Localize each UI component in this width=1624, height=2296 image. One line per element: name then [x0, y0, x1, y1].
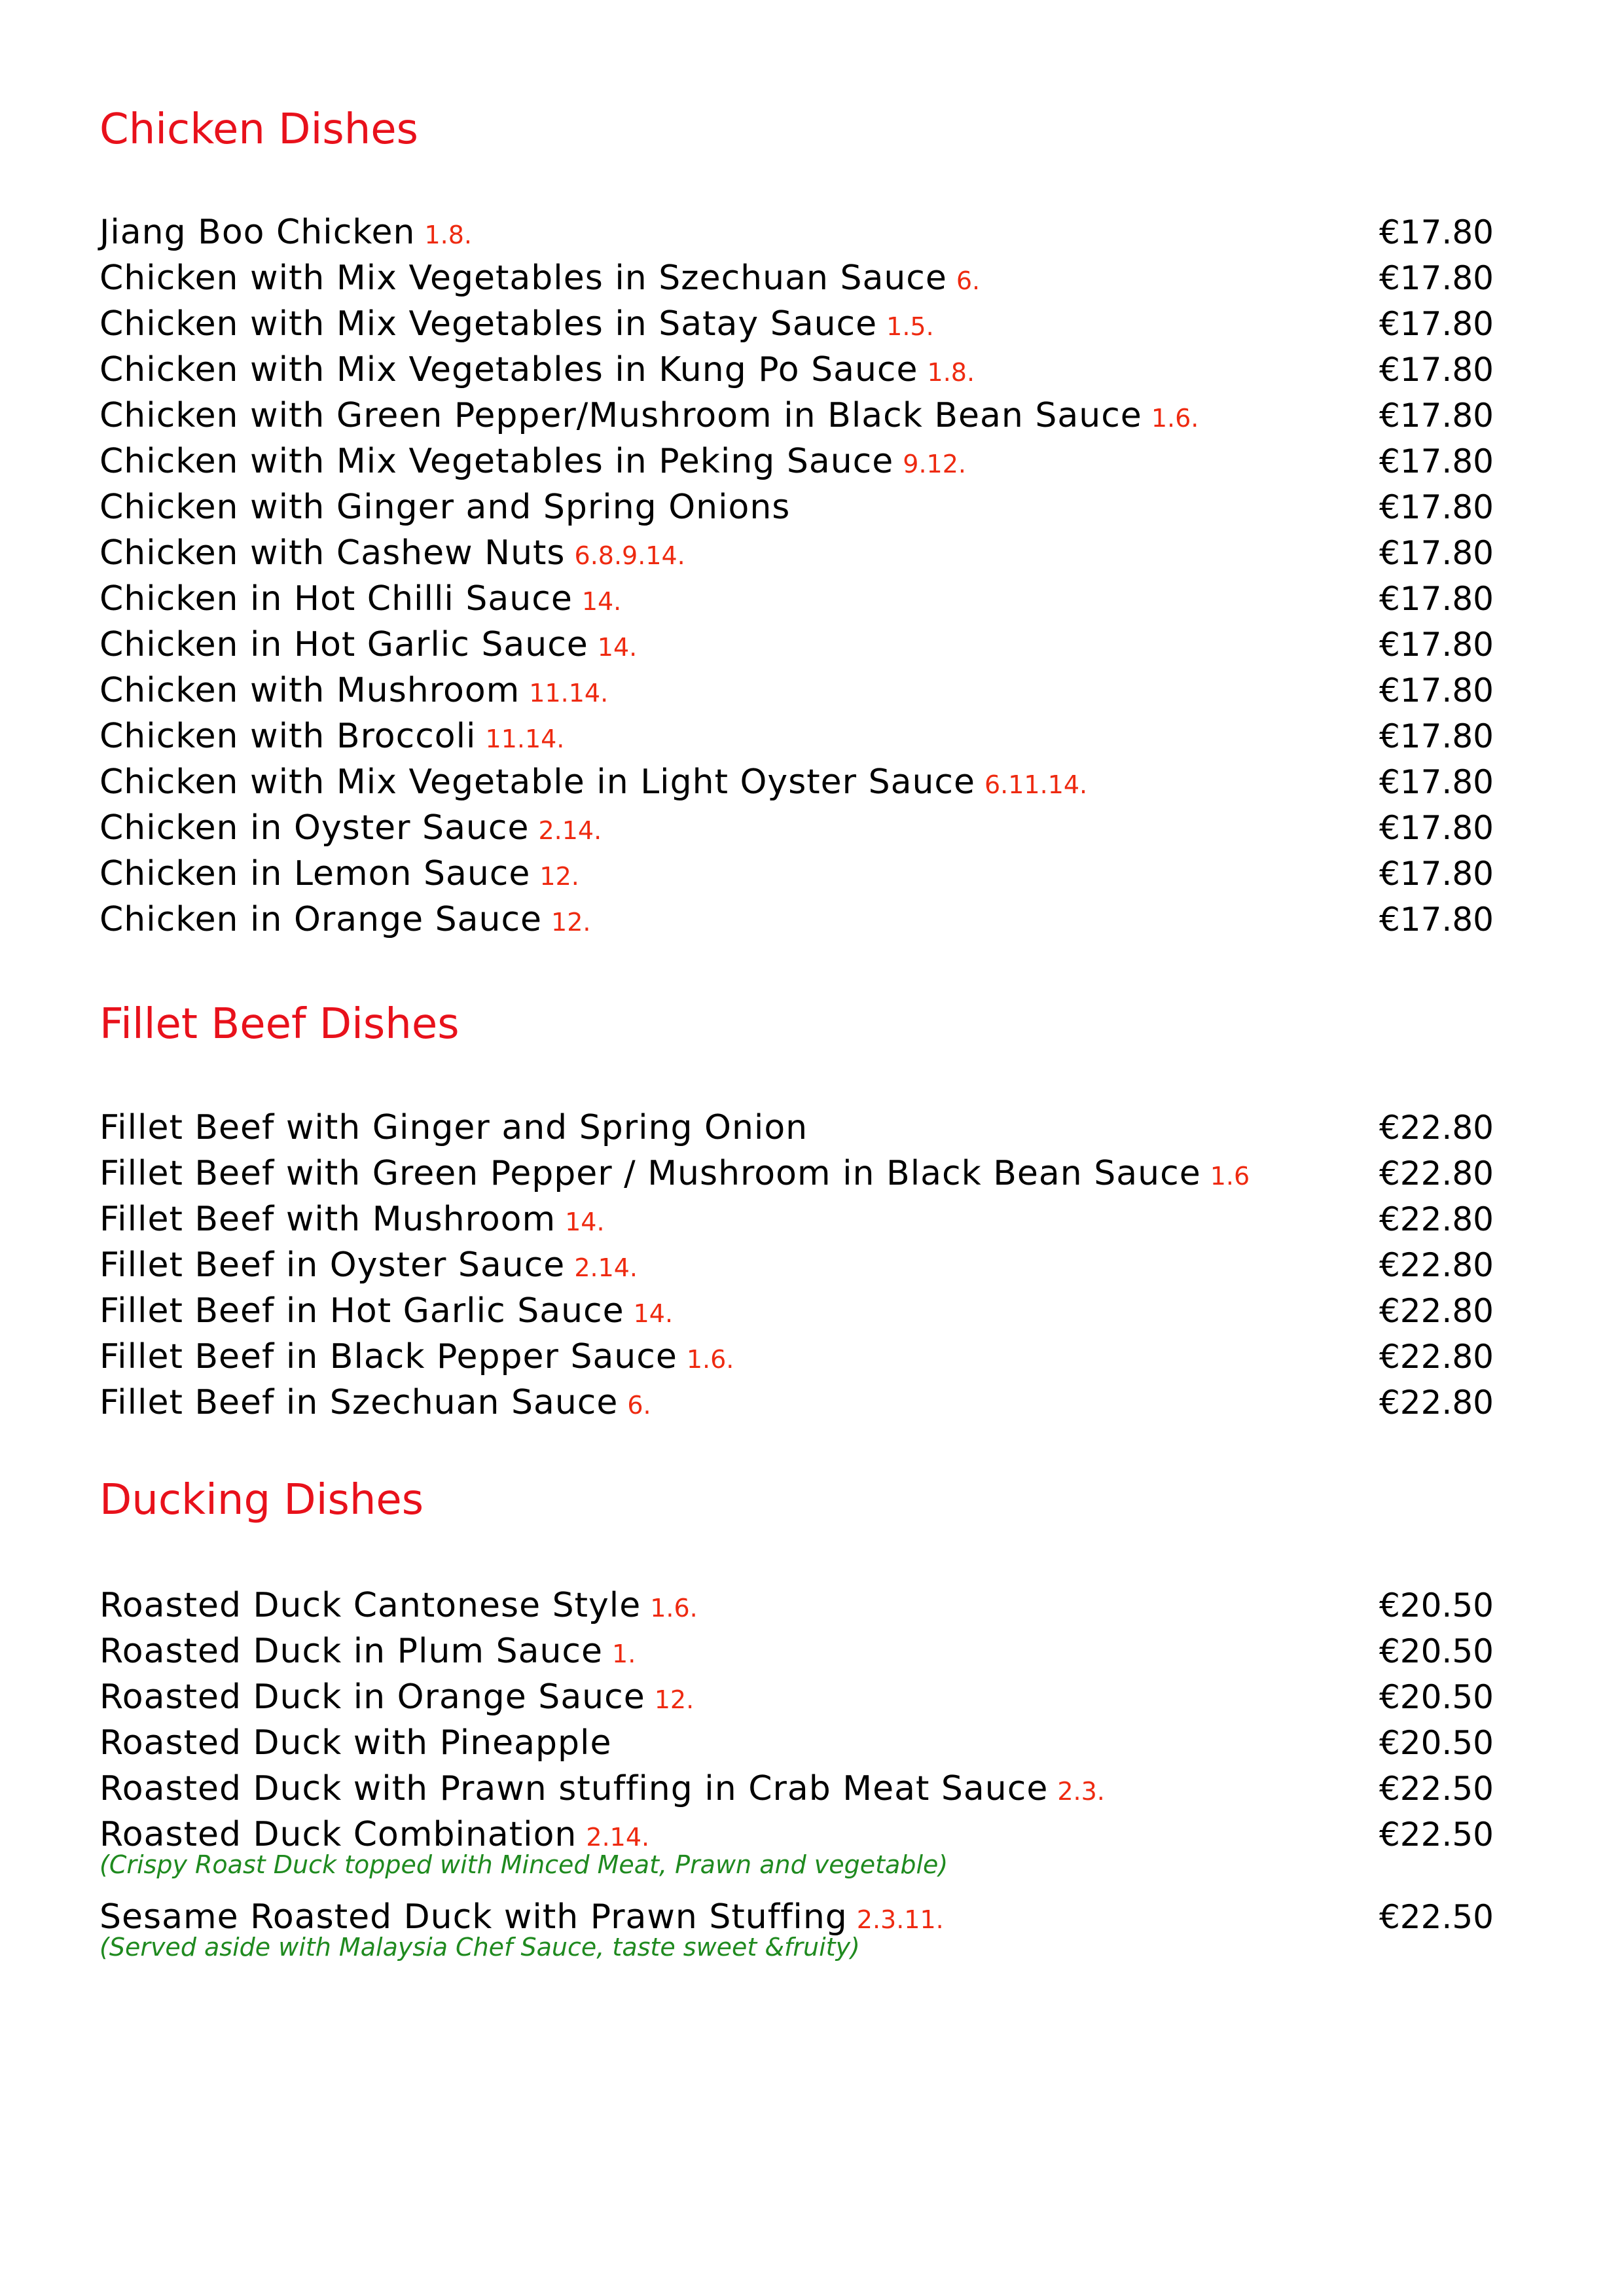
item-price: €20.50 — [1379, 1632, 1494, 1670]
item-price: €22.50 — [1379, 1816, 1494, 1854]
menu-item — [99, 1196, 1513, 1242]
menu-item — [99, 347, 1513, 393]
allergen-codes: 14. — [633, 1299, 674, 1328]
item-name: Chicken with Green Pepper/Mushroom in Black Bean Sauce 1.6. — [99, 396, 1199, 435]
allergen-codes: 6. — [956, 266, 981, 295]
item-name: Chicken with Mix Vegetables in Peking Sauce 9.12. — [99, 442, 966, 481]
allergen-codes: 6. — [627, 1391, 651, 1420]
item-price: €17.80 — [1379, 672, 1494, 709]
item-name: Chicken with Cashew Nuts 6.8.9.14. — [99, 533, 685, 573]
item-name: Sesame Roasted Duck with Prawn Stuffing 2.3.11. — [99, 1897, 944, 1937]
menu-item — [99, 1720, 1513, 1766]
item-name: Chicken with Mix Vegetable in Light Oyster Sauce 6.11.14. — [99, 762, 1088, 802]
allergen-codes: 1.8. — [424, 221, 473, 249]
item-price: €17.80 — [1379, 534, 1494, 572]
allergen-codes: 1.6. — [650, 1594, 698, 1623]
allergen-codes: 11.14. — [529, 679, 609, 708]
item-name: Fillet Beef with Green Pepper / Mushroom in Black Bean Sauce 1.6 — [99, 1154, 1250, 1193]
menu-item — [99, 1288, 1513, 1334]
menu-item — [99, 209, 1513, 255]
item-price: €22.80 — [1379, 1109, 1494, 1147]
item-name: Chicken with Ginger and Spring Onions — [99, 488, 791, 527]
item-name: Chicken in Orange Sauce 12. — [99, 900, 591, 939]
menu-item — [99, 530, 1513, 576]
allergen-codes: 1.6 — [1210, 1162, 1250, 1191]
allergen-codes: 6.11.14. — [984, 770, 1088, 799]
allergen-codes: 1.8. — [927, 358, 975, 387]
fillet-beef-dishes-list — [99, 1105, 1513, 1426]
menu-item — [99, 1242, 1513, 1288]
section-title-chicken: Chicken Dishes — [99, 105, 418, 154]
item-price: €22.80 — [1379, 1384, 1494, 1422]
menu-item — [99, 1105, 1513, 1151]
menu-item — [99, 1894, 1513, 1937]
item-price: €17.80 — [1379, 580, 1494, 618]
item-price: €17.80 — [1379, 442, 1494, 480]
item-price: €17.80 — [1379, 488, 1494, 526]
item-name: Roasted Duck with Pineapple — [99, 1723, 612, 1763]
item-name: Roasted Duck in Orange Sauce 12. — [99, 1677, 695, 1717]
item-price: €22.80 — [1379, 1155, 1494, 1193]
item-price: €20.50 — [1379, 1724, 1494, 1762]
item-price: €17.80 — [1379, 717, 1494, 755]
item-price: €22.80 — [1379, 1338, 1494, 1376]
item-name: Jiang Boo Chicken 1.8. — [99, 213, 473, 252]
menu-item — [99, 668, 1513, 713]
item-name: Roasted Duck in Plum Sauce 1. — [99, 1632, 636, 1671]
allergen-codes: 2.14. — [538, 816, 602, 845]
menu-item — [99, 1674, 1513, 1720]
menu-item — [99, 484, 1513, 530]
menu-item — [99, 393, 1513, 439]
item-price: €22.80 — [1379, 1200, 1494, 1238]
item-name: Chicken in Lemon Sauce 12. — [99, 854, 579, 893]
item-name: Chicken in Oyster Sauce 2.14. — [99, 808, 602, 848]
item-price: €22.80 — [1379, 1246, 1494, 1284]
menu-item — [99, 576, 1513, 622]
menu-item — [99, 851, 1513, 897]
item-name: Chicken in Hot Garlic Sauce 14. — [99, 625, 638, 664]
item-price: €20.50 — [1379, 1587, 1494, 1624]
item-price: €17.80 — [1379, 397, 1494, 435]
item-name: Fillet Beef in Hot Garlic Sauce 14. — [99, 1291, 674, 1331]
allergen-codes: 2.14. — [586, 1823, 650, 1852]
allergen-codes: 1. — [612, 1640, 636, 1668]
allergen-codes: 14. — [581, 587, 622, 616]
item-price: €17.80 — [1379, 305, 1494, 343]
item-price: €17.80 — [1379, 626, 1494, 664]
item-name: Fillet Beef in Szechuan Sauce 6. — [99, 1383, 651, 1422]
menu-item — [99, 713, 1513, 759]
menu-item — [99, 439, 1513, 484]
item-price: €22.50 — [1379, 1770, 1494, 1808]
menu-item — [99, 759, 1513, 805]
allergen-codes: 6.8.9.14. — [574, 541, 685, 570]
section-title-ducking: Ducking Dishes — [99, 1476, 424, 1524]
item-price: €17.80 — [1379, 213, 1494, 251]
item-name: Chicken in Hot Chilli Sauce 14. — [99, 579, 622, 619]
item-price: €20.50 — [1379, 1678, 1494, 1716]
menu-item — [99, 1583, 1513, 1628]
menu-item — [99, 622, 1513, 668]
menu-item — [99, 255, 1513, 301]
item-price: €17.80 — [1379, 809, 1494, 847]
allergen-codes: 11.14. — [485, 725, 565, 753]
allergen-codes: 12. — [539, 862, 579, 891]
allergen-codes: 2.14. — [574, 1253, 638, 1282]
menu-item — [99, 1380, 1513, 1426]
menu-item — [99, 1812, 1513, 1854]
ducking-dishes-list — [99, 1583, 1513, 1977]
item-price: €17.80 — [1379, 259, 1494, 297]
item-name: Fillet Beef in Black Pepper Sauce 1.6. — [99, 1337, 734, 1376]
item-name: Chicken with Mix Vegetables in Satay Sauce 1.5. — [99, 304, 934, 344]
item-name: Roasted Duck Combination 2.14. — [99, 1815, 650, 1854]
item-price: €17.80 — [1379, 351, 1494, 389]
allergen-codes: 14. — [565, 1208, 605, 1236]
item-name: Chicken with Mix Vegetables in Szechuan Sauce 6. — [99, 259, 981, 298]
item-name: Fillet Beef in Oyster Sauce 2.14. — [99, 1246, 638, 1285]
item-note: (Served aside with Malaysia Chef Sauce, taste sweet &fruity) — [99, 1933, 860, 1962]
item-name: Fillet Beef with Ginger and Spring Onion — [99, 1108, 808, 1147]
section-title-fillet-beef: Fillet Beef Dishes — [99, 1000, 460, 1049]
allergen-codes: 2.3. — [1057, 1777, 1105, 1806]
menu-item — [99, 301, 1513, 347]
menu-item — [99, 1151, 1513, 1196]
menu-item — [99, 1628, 1513, 1674]
item-name: Chicken with Mix Vegetables in Kung Po Sauce 1.8. — [99, 350, 975, 389]
menu-item — [99, 1766, 1513, 1812]
allergen-codes: 2.3.11. — [856, 1905, 944, 1934]
item-name: Chicken with Broccoli 11.14. — [99, 717, 565, 756]
menu-item — [99, 897, 1513, 942]
item-name: Fillet Beef with Mushroom 14. — [99, 1200, 605, 1239]
menu-item — [99, 805, 1513, 851]
item-price: €17.80 — [1379, 901, 1494, 939]
item-price: €22.80 — [1379, 1292, 1494, 1330]
item-name: Chicken with Mushroom 11.14. — [99, 671, 609, 710]
allergen-codes: 1.5. — [886, 312, 934, 341]
allergen-codes: 1.6. — [686, 1345, 734, 1374]
allergen-codes: 14. — [597, 633, 638, 662]
allergen-codes: 12. — [654, 1685, 695, 1714]
allergen-codes: 9.12. — [903, 450, 966, 478]
item-price: €17.80 — [1379, 763, 1494, 801]
item-name: Roasted Duck with Prawn stuffing in Crab Meat Sauce 2.3. — [99, 1769, 1105, 1808]
allergen-codes: 1.6. — [1151, 404, 1199, 433]
menu-item — [99, 1334, 1513, 1380]
chicken-dishes-list — [99, 209, 1513, 942]
allergen-codes: 12. — [551, 908, 591, 937]
item-note: (Crispy Roast Duck topped with Minced Meat, Prawn and vegetable) — [99, 1850, 948, 1879]
item-price: €22.50 — [1379, 1898, 1494, 1936]
item-price: €17.80 — [1379, 855, 1494, 893]
item-name: Roasted Duck Cantonese Style 1.6. — [99, 1586, 698, 1625]
